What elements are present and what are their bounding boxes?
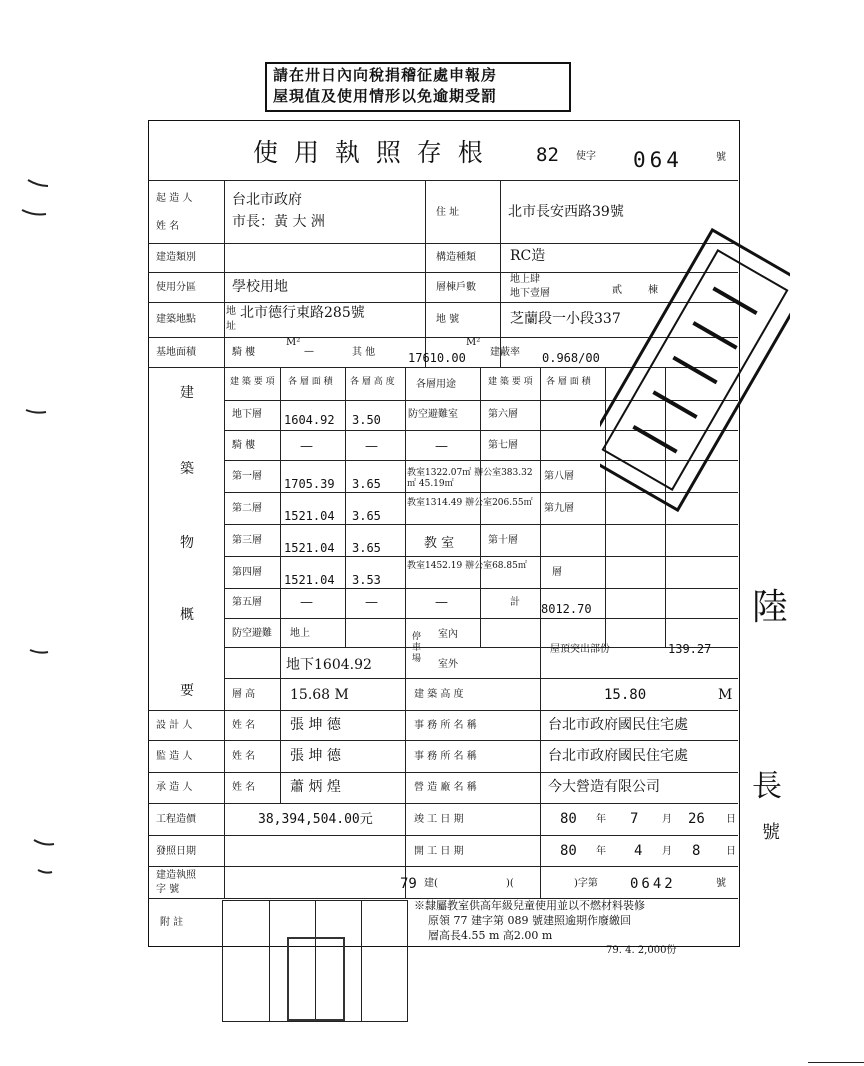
supervisor-name-label: 姓 名: [232, 751, 256, 762]
shelter-above: 地上: [290, 628, 310, 639]
contractor-name-label: 姓 名: [232, 782, 256, 793]
col-area-right: 各 層 面 積: [546, 377, 591, 387]
other-unit: M²: [466, 337, 481, 348]
completion-month-char: 月: [662, 814, 672, 825]
row-area-5: 1521.04: [284, 573, 335, 587]
cost-value: 38,394,504.00元: [258, 812, 373, 827]
rooftop-label: 屋頂突出部份: [550, 644, 610, 655]
row-label-0: 地下層: [232, 409, 262, 420]
contractor-label: 承 造 人: [156, 782, 193, 793]
location-value: 北市德行東路285號: [240, 305, 365, 321]
form-footer: 79. 4. 2,000份: [606, 945, 677, 956]
arcade-unit: M²: [286, 337, 301, 348]
row-right-0: 第六層: [488, 409, 518, 420]
row-area-6: —: [300, 595, 313, 610]
old-permit-text-b: )(: [506, 878, 514, 889]
issue-label: 發照日期: [156, 846, 196, 857]
row-height-5: 3.53: [352, 573, 381, 587]
notice-line-1: 請在卅日內向稅捐稽征處申報房: [273, 66, 498, 84]
row-label-6: 第五層: [232, 597, 262, 608]
completion-day-char: 日: [726, 814, 736, 825]
row-height-1: —: [365, 439, 378, 454]
official-seal-stamp: [600, 180, 790, 560]
location-prefix-2: 址: [226, 321, 236, 332]
row-area-3: 1521.04: [284, 509, 335, 523]
designer-office-label: 事 務 所 名 稱: [414, 720, 477, 731]
designer-name-label: 姓 名: [232, 720, 256, 731]
permit-label-2: 字 號: [156, 884, 180, 895]
permit-number: 064: [633, 148, 683, 172]
zoning-label: 使用分區: [156, 282, 196, 293]
row-label-3: 第二層: [232, 503, 262, 514]
coverage-label: 建蔽率: [490, 347, 520, 358]
col-use: 各層用途: [416, 379, 456, 390]
start-month: 4: [634, 843, 643, 859]
floors-line-1: 地上肆: [510, 274, 540, 285]
permit-label-1: 建造執照: [156, 870, 196, 881]
rooftop-value: 139.27: [668, 642, 712, 656]
completion-day: 26: [688, 811, 705, 827]
notice-line-2: 屋現值及使用情形以免逾期受罰: [273, 87, 498, 105]
row-use-3: 教室1314.49 辦公室206.55㎡: [407, 498, 533, 508]
row-use-2: 教室1322.07㎡ 辦公室383.32㎡ 45.19㎡: [407, 468, 533, 489]
contractor-name: 蕭 炳 煌: [290, 779, 341, 795]
row-right-2: 第八層: [544, 471, 574, 482]
notice-stamp: [265, 62, 571, 112]
row-area-1: —: [300, 439, 313, 454]
contractor-company: 今大營造有限公司: [548, 779, 660, 795]
designer-name: 張 坤 德: [290, 717, 341, 733]
side-label-3: 物: [180, 535, 194, 551]
arcade-label: 騎 樓: [232, 347, 256, 358]
row-label-1: 騎 樓: [232, 440, 256, 451]
row-right-3: 第九層: [544, 503, 574, 514]
col-item: 建 築 要 項: [230, 377, 275, 387]
owner-label-2: 姓 名: [156, 221, 180, 232]
completion-year-char: 年: [596, 814, 606, 825]
row-use-6: —: [435, 595, 448, 610]
floors-line-2: 地下壹層: [510, 288, 550, 299]
row-height-4: 3.65: [352, 541, 381, 555]
col-height: 各 層 高 度: [350, 377, 395, 387]
bldg-height-value: 15.80: [604, 687, 647, 703]
designer-label: 設 計 人: [156, 720, 193, 731]
old-permit-text-a: 建(: [424, 878, 438, 889]
permit-number-suffix: 號: [716, 152, 726, 163]
supervisor-office: 台北市政府國民住宅處: [548, 748, 688, 764]
lot-label: 地 號: [436, 314, 460, 325]
bldg-height-unit: M: [718, 687, 733, 703]
site-area-label: 基地面積: [156, 347, 196, 358]
shelter-label: 防空避難: [232, 628, 272, 639]
bldg-height-label: 建 築 高 度: [414, 689, 464, 700]
supervisor-office-label: 事 務 所 名 稱: [414, 751, 477, 762]
row-use-5: 教室1452.19 辦公室68.85㎡: [407, 561, 527, 571]
start-day-char: 日: [726, 846, 736, 857]
side-mark-1: 陸: [752, 587, 789, 628]
old-permit-text-c: )字第: [574, 878, 598, 889]
shelter-below: 地下1604.92: [286, 657, 372, 673]
row-label-4: 第三層: [232, 535, 262, 546]
row-area-4: 1521.04: [284, 541, 335, 555]
start-day: 8: [692, 843, 701, 859]
parking-outdoor: 室外: [438, 659, 458, 670]
row-height-6: —: [365, 595, 378, 610]
floor-height-label: 層 高: [232, 689, 256, 700]
contractor-company-label: 營 造 廠 名 稱: [414, 782, 477, 793]
row-right-4: 第十層: [488, 535, 518, 546]
old-permit-year: 79: [400, 876, 417, 892]
row-use-4: 教 室: [424, 536, 455, 551]
zoning-value: 學校用地: [232, 279, 288, 295]
start-month-char: 月: [662, 846, 672, 857]
side-label-5: 要: [180, 683, 194, 699]
row-height-3: 3.65: [352, 509, 381, 523]
supervisor-label: 監 造 人: [156, 751, 193, 762]
col-area: 各 層 面 積: [288, 377, 333, 387]
floor-height-value: 15.68 M: [290, 687, 349, 703]
remarks-line-2: 原領 77 建字第 089 號建照逾期作廢繳回: [428, 914, 631, 927]
row-label-2: 第一層: [232, 471, 262, 482]
owner-name-2: 市長：黃 大 洲: [232, 214, 325, 230]
other-label: 其 他: [352, 347, 376, 358]
row-use-0: 防空避難室: [408, 409, 458, 420]
remarks-label: 附 註: [160, 917, 184, 928]
completion-year: 80: [560, 811, 577, 827]
completion-month: 7: [630, 811, 639, 827]
start-year-char: 年: [596, 846, 606, 857]
supervisor-name: 張 坤 德: [290, 748, 341, 764]
location-prefix: 地: [226, 306, 236, 317]
structure-value: RC造: [510, 248, 546, 264]
parking-indoor: 室內: [438, 629, 458, 640]
coverage-value: 0.968/00: [542, 351, 600, 365]
binding-marks: [18, 170, 58, 890]
row-height-0: 3.50: [352, 413, 381, 427]
owner-name-1: 台北市政府: [232, 192, 302, 208]
remarks-line-3: 層高長4.55 m 高2.00 m: [428, 929, 553, 942]
parking-label: 停車場: [412, 632, 422, 664]
old-permit-number: 0642: [630, 876, 676, 892]
location-label: 建築地點: [156, 314, 196, 325]
category-label: 建造類別: [156, 252, 196, 263]
arcade-dash: —: [304, 346, 314, 357]
owner-label-1: 起 造 人: [156, 193, 193, 204]
attached-receipt: [222, 900, 408, 1022]
row-use-1: —: [435, 439, 448, 454]
side-label-1: 建: [180, 385, 194, 401]
floors-extra-2: 棟: [648, 285, 658, 296]
form-title: 使 用 執 照 存 根: [253, 138, 487, 167]
side-mark-2: 長: [752, 769, 782, 804]
row-right-1: 第七層: [488, 440, 518, 451]
col-item-right: 建 築 要 項: [488, 377, 533, 387]
row-right-5: 層: [552, 567, 562, 578]
side-label-2: 築: [180, 461, 194, 477]
lot-value: 芝蘭段一小段337: [510, 311, 621, 327]
start-year: 80: [560, 843, 577, 859]
owner-address: 北市長安西路39號: [508, 204, 624, 220]
designer-office: 台北市政府國民住宅處: [548, 717, 688, 733]
remarks-line-1: ※隸屬教室供高年級兒童使用並以不燃材料裝修: [414, 899, 645, 912]
completion-label: 竣 工 日 期: [414, 814, 464, 825]
owner-address-label: 住 址: [436, 207, 460, 218]
side-mark-3: 號: [762, 822, 780, 843]
row-label-5: 第四層: [232, 567, 262, 578]
start-label: 開 工 日 期: [414, 846, 464, 857]
permit-year: 82: [536, 144, 559, 166]
other-value: 17610.00: [408, 351, 466, 365]
total-value: 8012.70: [541, 602, 592, 616]
row-area-2: 1705.39: [284, 477, 335, 491]
cost-label: 工程造價: [156, 814, 196, 825]
row-height-2: 3.65: [352, 477, 381, 491]
permit-char-label: 使字: [576, 151, 596, 162]
structure-label: 構造種類: [436, 252, 476, 263]
old-permit-suffix: 號: [716, 878, 726, 889]
row-right-6: 計: [510, 597, 520, 608]
row-area-0: 1604.92: [284, 413, 335, 427]
receipt-seal: [287, 937, 345, 1021]
floors-label: 層棟戶數: [436, 282, 476, 293]
side-label-4: 概: [180, 607, 194, 623]
floors-extra-1: 貳: [612, 285, 622, 296]
